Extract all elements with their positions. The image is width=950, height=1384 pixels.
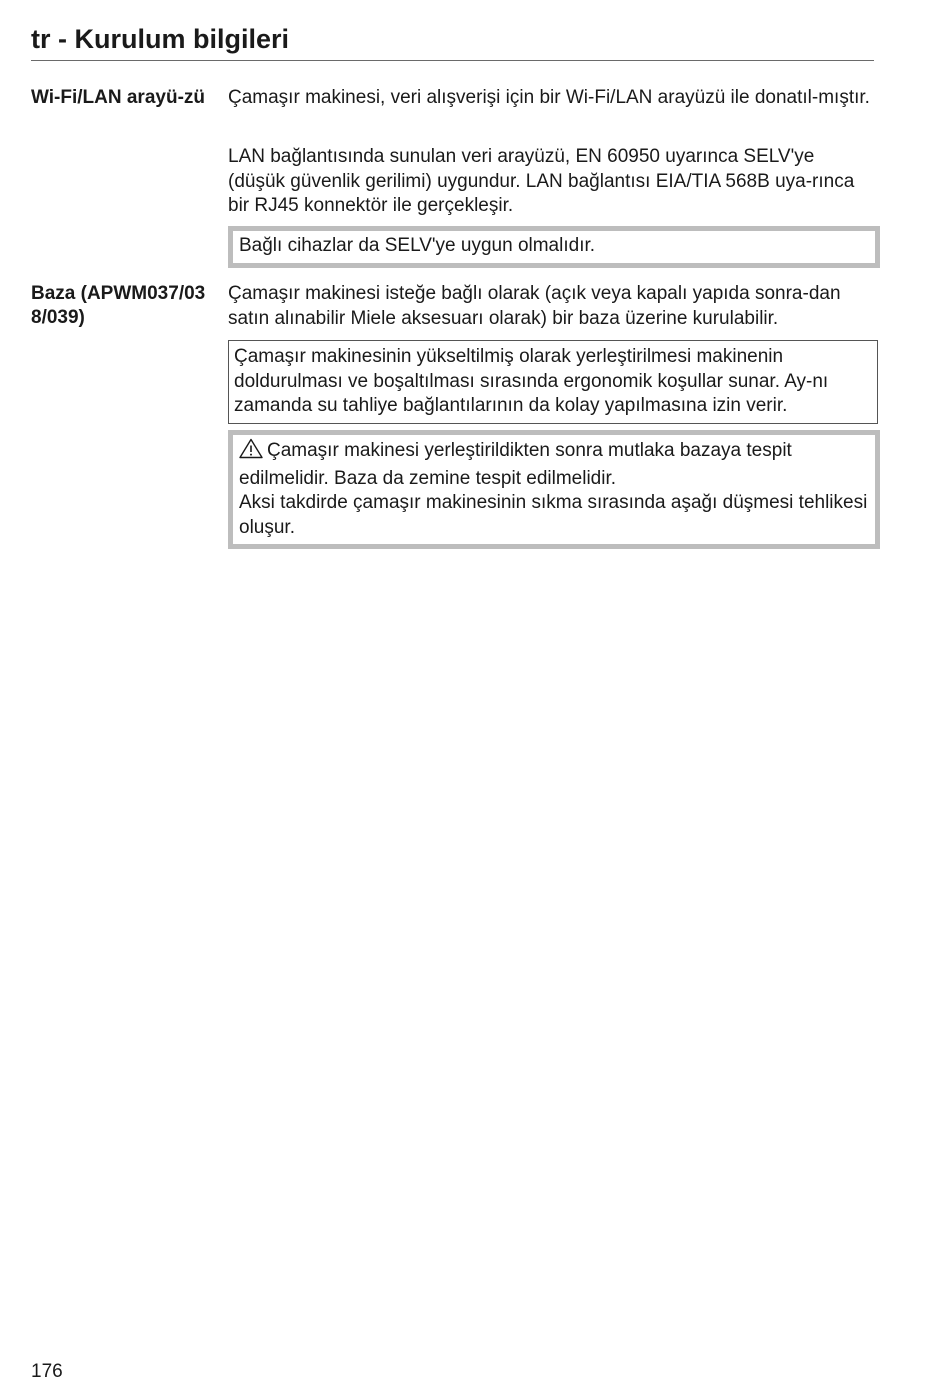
section-label-text: Wi-Fi/LAN arayü-zü — [31, 87, 205, 108]
title-divider — [31, 60, 874, 61]
section-label-text: Baza (APWM037/038/039) — [31, 283, 206, 328]
info-box-ergonomics — [228, 340, 878, 424]
paragraph-baza-intro: Çamaşır makinesi isteğe bağlı olarak (açık veya kapalı yapıda sonra-dan satın alınabilir Miele aksesuarı olarak) bir baza üzerine kurulabilir. — [228, 283, 841, 329]
info-text: Çamaşır makinesinin yükseltilmiş olarak yerleştirilmesi makinenin doldurulması ve boşaltılması sırasında ergonomik koşullar sunar. Ay-nı zamanda su tahliye bağlantılarının da kolay yapılmasına izin verir. — [234, 346, 829, 416]
paragraph-wifi-intro: Çamaşır makinesi, veri alışverişi için bir Wi-Fi/LAN arayüzü ile donatıl-mıştır. — [228, 87, 870, 108]
warning-line-1 — [239, 438, 875, 491]
warning-text-2: Aksi takdirde çamaşır makinesinin sıkma sırasında aşağı düşmesi tehlikesi oluşur. — [239, 492, 868, 538]
note-box-selv — [228, 226, 880, 268]
page-title: tr - Kurulum bilgileri — [31, 24, 290, 54]
section-label-wifi-lan — [31, 86, 221, 110]
paragraph-lan-selv: LAN bağlantısında sunulan veri arayüzü, EN 60950 uyarınca SELV'ye (düşük güvenlik gerilimi) uygundur. LAN bağlantısı EIA/TIA 568B uya-rınca bir RJ45 konnektör ile gerçekleşir. — [228, 146, 855, 216]
warning-triangle-icon — [239, 438, 263, 467]
warning-box — [228, 430, 880, 549]
warning-text-1: Çamaşır makinesi yerleştirildikten sonra mutlaka bazaya tespit edilmelidir. Baza da zemine tespit edilmelidir. — [239, 440, 792, 489]
page-number: 176 — [31, 1361, 63, 1382]
note-text: Bağlı cihazlar da SELV'ye uygun olmalıdır. — [239, 235, 596, 256]
section-label-baza — [31, 282, 217, 330]
